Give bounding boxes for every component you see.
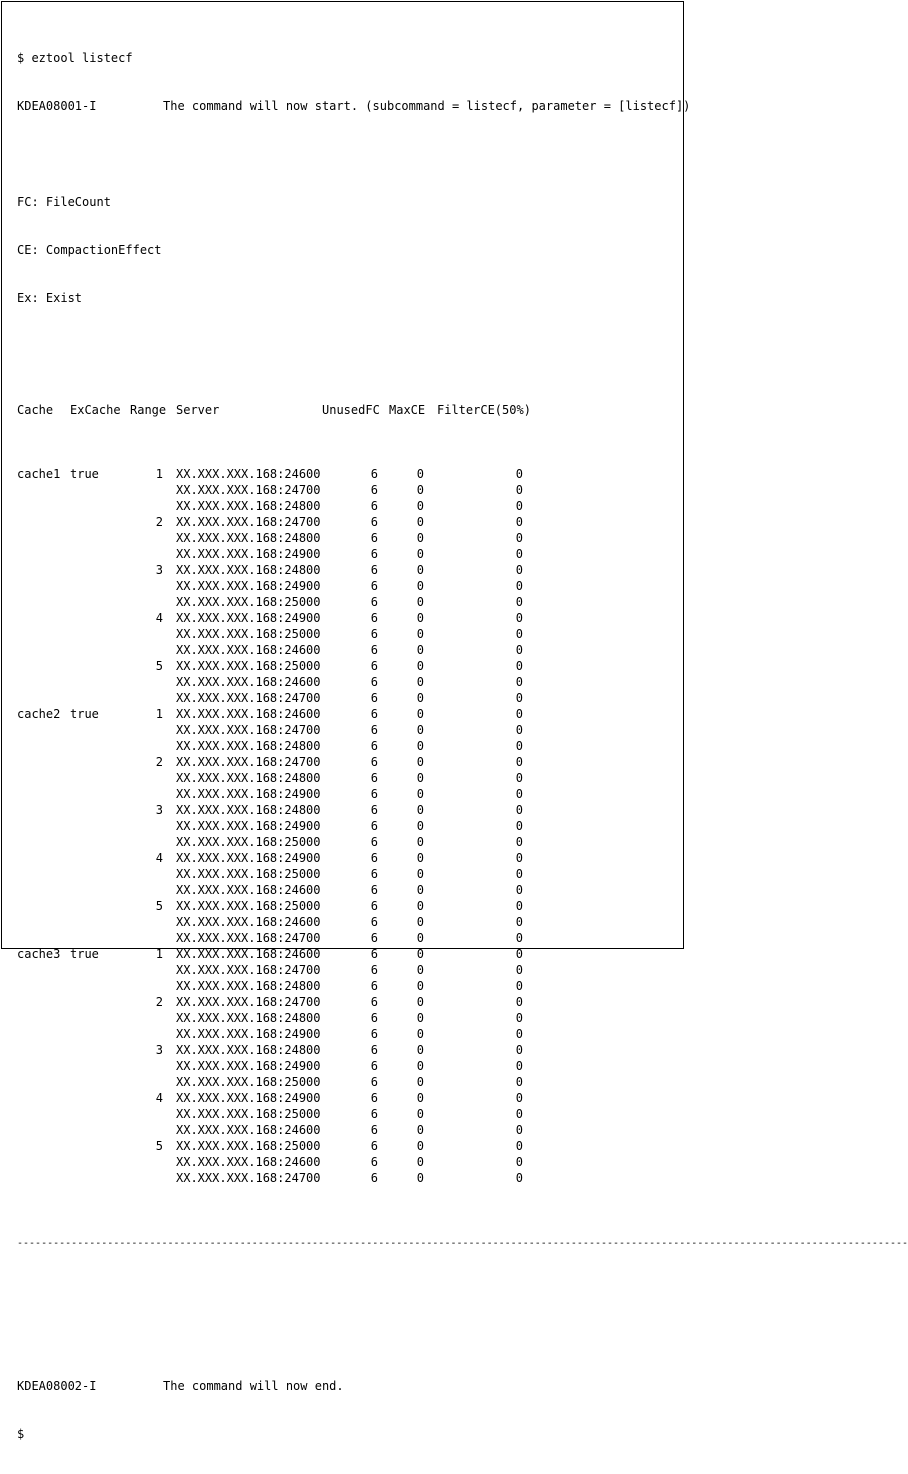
end-message-text: The command will now end. [163, 1379, 344, 1393]
table-row [17, 1154, 677, 1170]
table-row [17, 1042, 677, 1058]
cell-unusedfc: 6 [370, 691, 378, 705]
cell-unusedfc: 6 [370, 1027, 378, 1041]
cell-filterce: 0 [515, 739, 523, 753]
cell-server: XX.XXX.XXX.168:24600 [176, 1123, 321, 1137]
cell-maxce: 0 [416, 883, 424, 897]
cell-unusedfc: 6 [370, 1107, 378, 1121]
cell-filterce: 0 [515, 579, 523, 593]
cell-unusedfc: 6 [370, 867, 378, 881]
cell-maxce: 0 [416, 995, 424, 1009]
cell-server: XX.XXX.XXX.168:25000 [176, 835, 321, 849]
cell-maxce: 0 [416, 707, 424, 721]
cell-server: XX.XXX.XXX.168:25000 [176, 1075, 321, 1089]
cell-maxce: 0 [416, 1171, 424, 1185]
start-message-text: The command will now start. (subcommand = listecf, parameter = [listecf]) [163, 99, 691, 113]
cell-range: 5 [155, 1139, 163, 1153]
cell-server: XX.XXX.XXX.168:24800 [176, 1043, 321, 1057]
cell-server: XX.XXX.XXX.168:24900 [176, 547, 321, 561]
cell-unusedfc: 6 [370, 739, 378, 753]
start-message [17, 98, 691, 114]
table-row [17, 754, 677, 770]
cell-server: XX.XXX.XXX.168:24600 [176, 947, 321, 961]
cell-filterce: 0 [515, 819, 523, 833]
cell-maxce: 0 [416, 1059, 424, 1073]
cell-filterce: 0 [515, 963, 523, 977]
table-row [17, 786, 677, 802]
cell-filterce: 0 [515, 611, 523, 625]
table-row [17, 866, 677, 882]
cell-filterce: 0 [515, 531, 523, 545]
table-header [17, 402, 677, 418]
cell-server: XX.XXX.XXX.168:24800 [176, 563, 321, 577]
cell-unusedfc: 6 [370, 995, 378, 1009]
cell-unusedfc: 6 [370, 851, 378, 865]
cell-range: 1 [155, 467, 163, 481]
cell-filterce: 0 [515, 771, 523, 785]
cell-server: XX.XXX.XXX.168:25000 [176, 595, 321, 609]
cell-filterce: 0 [515, 755, 523, 769]
cell-unusedfc: 6 [370, 547, 378, 561]
cell-filterce: 0 [515, 1075, 523, 1089]
cell-filterce: 0 [515, 851, 523, 865]
cell-range: 2 [155, 755, 163, 769]
cell-filterce: 0 [515, 595, 523, 609]
cell-maxce: 0 [416, 851, 424, 865]
table-row [17, 898, 677, 914]
cell-unusedfc: 6 [370, 1091, 378, 1105]
cell-maxce: 0 [416, 675, 424, 689]
cell-filterce: 0 [515, 915, 523, 929]
cell-range: 3 [155, 803, 163, 817]
cell-server: XX.XXX.XXX.168:25000 [176, 659, 321, 673]
cell-unusedfc: 6 [370, 979, 378, 993]
cell-filterce: 0 [515, 1123, 523, 1137]
cell-server: XX.XXX.XXX.168:24800 [176, 1011, 321, 1025]
cell-filterce: 0 [515, 1091, 523, 1105]
header-server: Server [176, 403, 220, 417]
table-row [17, 882, 677, 898]
cell-server: XX.XXX.XXX.168:24900 [176, 611, 321, 625]
cell-maxce: 0 [416, 1011, 424, 1025]
table-row [17, 978, 677, 994]
cell-unusedfc: 6 [370, 755, 378, 769]
cell-filterce: 0 [515, 899, 523, 913]
cell-filterce: 0 [515, 547, 523, 561]
cell-maxce: 0 [416, 659, 424, 673]
cell-range: 1 [155, 707, 163, 721]
cell-server: XX.XXX.XXX.168:24800 [176, 771, 321, 785]
cell-unusedfc: 6 [370, 627, 378, 641]
cell-excache: true [70, 947, 99, 961]
cell-unusedfc: 6 [370, 931, 378, 945]
table-row [17, 562, 677, 578]
header-maxce: MaxCE [389, 403, 426, 417]
cell-filterce: 0 [515, 867, 523, 881]
table-row [17, 1010, 677, 1026]
cell-unusedfc: 6 [370, 707, 378, 721]
cell-filterce: 0 [515, 995, 523, 1009]
cell-filterce: 0 [515, 947, 523, 961]
cell-range: 4 [155, 851, 163, 865]
cell-filterce: 0 [515, 691, 523, 705]
cell-server: XX.XXX.XXX.168:24800 [176, 739, 321, 753]
cell-server: XX.XXX.XXX.168:24900 [176, 787, 321, 801]
legend-line: CE: CompactionEffect [17, 243, 162, 257]
cell-maxce: 0 [416, 1123, 424, 1137]
cell-filterce: 0 [515, 1155, 523, 1169]
cell-maxce: 0 [416, 867, 424, 881]
cell-server: XX.XXX.XXX.168:24900 [176, 1091, 321, 1105]
cell-server: XX.XXX.XXX.168:25000 [176, 867, 321, 881]
cell-filterce: 0 [515, 931, 523, 945]
cell-maxce: 0 [416, 723, 424, 737]
cell-unusedfc: 6 [370, 531, 378, 545]
cell-maxce: 0 [416, 467, 424, 481]
cell-unusedfc: 6 [370, 771, 378, 785]
table-row [17, 1026, 677, 1042]
cell-range: 5 [155, 659, 163, 673]
table-row [17, 706, 677, 722]
cell-maxce: 0 [416, 483, 424, 497]
cell-maxce: 0 [416, 739, 424, 753]
cell-maxce: 0 [416, 595, 424, 609]
cell-server: XX.XXX.XXX.168:24600 [176, 1155, 321, 1169]
cell-maxce: 0 [416, 1027, 424, 1041]
table-row [17, 946, 677, 962]
cell-server: XX.XXX.XXX.168:25000 [176, 1107, 321, 1121]
cell-maxce: 0 [416, 643, 424, 657]
table-row [17, 994, 677, 1010]
table-row [17, 658, 677, 674]
cell-maxce: 0 [416, 1075, 424, 1089]
cell-filterce: 0 [515, 1027, 523, 1041]
cell-filterce: 0 [515, 787, 523, 801]
cell-server: XX.XXX.XXX.168:24900 [176, 1059, 321, 1073]
cell-server: XX.XXX.XXX.168:24700 [176, 691, 321, 705]
cell-maxce: 0 [416, 531, 424, 545]
cell-maxce: 0 [416, 931, 424, 945]
cell-server: XX.XXX.XXX.168:25000 [176, 1139, 321, 1153]
table-row [17, 466, 677, 482]
cell-filterce: 0 [515, 1059, 523, 1073]
cell-unusedfc: 6 [370, 947, 378, 961]
table-row [17, 530, 677, 546]
terminal-window [1, 1, 908, 1441]
cell-maxce: 0 [416, 803, 424, 817]
cell-maxce: 0 [416, 771, 424, 785]
table-row [17, 738, 677, 754]
cell-maxce: 0 [416, 1091, 424, 1105]
table-row [17, 578, 677, 594]
cell-server: XX.XXX.XXX.168:24700 [176, 995, 321, 1009]
cell-server: XX.XXX.XXX.168:25000 [176, 899, 321, 913]
end-message-id: KDEA08002-I [17, 1379, 97, 1393]
cell-filterce: 0 [515, 883, 523, 897]
cell-server: XX.XXX.XXX.168:24800 [176, 531, 321, 545]
cell-filterce: 0 [515, 707, 523, 721]
cell-unusedfc: 6 [370, 1123, 378, 1137]
table-row [17, 546, 677, 562]
cell-server: XX.XXX.XXX.168:24900 [176, 1027, 321, 1041]
cell-filterce: 0 [515, 1107, 523, 1121]
cell-filterce: 0 [515, 979, 523, 993]
cell-maxce: 0 [416, 835, 424, 849]
cell-unusedfc: 6 [370, 963, 378, 977]
cell-maxce: 0 [416, 499, 424, 513]
cell-filterce: 0 [515, 515, 523, 529]
cell-server: XX.XXX.XXX.168:24700 [176, 963, 321, 977]
cell-server: XX.XXX.XXX.168:24800 [176, 499, 321, 513]
cell-range: 2 [155, 995, 163, 1009]
cell-excache: true [70, 707, 99, 721]
table-row [17, 818, 677, 834]
cell-unusedfc: 6 [370, 611, 378, 625]
table-row [17, 722, 677, 738]
cell-maxce: 0 [416, 755, 424, 769]
cell-unusedfc: 6 [370, 899, 378, 913]
cell-unusedfc: 6 [370, 819, 378, 833]
cell-server: XX.XXX.XXX.168:24700 [176, 931, 321, 945]
cell-maxce: 0 [416, 899, 424, 913]
shell-prompt: $ [17, 1427, 25, 1441]
table-row [17, 674, 677, 690]
blank-line [17, 338, 677, 354]
end-message [17, 1378, 677, 1394]
table-row [17, 930, 677, 946]
legend-line: FC: FileCount [17, 195, 111, 209]
header-unusedfc: UnusedFC [322, 403, 380, 417]
cell-server: XX.XXX.XXX.168:24600 [176, 467, 321, 481]
table-row [17, 610, 677, 626]
cell-unusedfc: 6 [370, 1155, 378, 1169]
cell-filterce: 0 [515, 803, 523, 817]
cell-maxce: 0 [416, 1155, 424, 1169]
cell-unusedfc: 6 [370, 883, 378, 897]
table-row [17, 1170, 677, 1186]
cell-server: XX.XXX.XXX.168:24800 [176, 979, 321, 993]
cell-unusedfc: 6 [370, 1139, 378, 1153]
cell-filterce: 0 [515, 627, 523, 641]
cell-server: XX.XXX.XXX.168:24700 [176, 1171, 321, 1185]
cell-server: XX.XXX.XXX.168:24900 [176, 819, 321, 833]
cell-range: 3 [155, 563, 163, 577]
cell-unusedfc: 6 [370, 787, 378, 801]
table-row [17, 834, 677, 850]
table-row [17, 962, 677, 978]
cell-range: 2 [155, 515, 163, 529]
header-excache: ExCache [70, 403, 121, 417]
legend-line: Ex: Exist [17, 291, 83, 305]
cell-filterce: 0 [515, 1139, 523, 1153]
cell-maxce: 0 [416, 691, 424, 705]
cell-unusedfc: 6 [370, 595, 378, 609]
cell-server: XX.XXX.XXX.168:25000 [176, 627, 321, 641]
cell-unusedfc: 6 [370, 1043, 378, 1057]
cell-server: XX.XXX.XXX.168:24800 [176, 803, 321, 817]
table-row [17, 770, 677, 786]
cell-excache: true [70, 467, 99, 481]
cell-server: XX.XXX.XXX.168:24600 [176, 675, 321, 689]
cell-maxce: 0 [416, 963, 424, 977]
cell-filterce: 0 [515, 835, 523, 849]
cell-unusedfc: 6 [370, 563, 378, 577]
table-row [17, 802, 677, 818]
cell-maxce: 0 [416, 1139, 424, 1153]
cell-unusedfc: 6 [370, 835, 378, 849]
cell-server: XX.XXX.XXX.168:24700 [176, 515, 321, 529]
table-body [17, 466, 677, 1186]
cell-maxce: 0 [416, 1043, 424, 1057]
cell-filterce: 0 [515, 643, 523, 657]
cell-unusedfc: 6 [370, 723, 378, 737]
cell-maxce: 0 [416, 979, 424, 993]
header-filterce: FilterCE(50%) [437, 403, 531, 417]
cell-maxce: 0 [416, 787, 424, 801]
cell-unusedfc: 6 [370, 483, 378, 497]
cell-server: XX.XXX.XXX.168:24600 [176, 883, 321, 897]
cell-server: XX.XXX.XXX.168:24600 [176, 915, 321, 929]
cell-unusedfc: 6 [370, 803, 378, 817]
header-cache: Cache [17, 403, 54, 417]
cell-unusedfc: 6 [370, 1171, 378, 1185]
cell-range: 4 [155, 611, 163, 625]
table-row [17, 498, 677, 514]
cell-filterce: 0 [515, 467, 523, 481]
cell-unusedfc: 6 [370, 515, 378, 529]
table-row [17, 1106, 677, 1122]
table-row [17, 1138, 677, 1154]
cell-maxce: 0 [416, 515, 424, 529]
cell-range: 4 [155, 1091, 163, 1105]
cell-range: 3 [155, 1043, 163, 1057]
table-row [17, 514, 677, 530]
cell-cache: cache1 [17, 467, 61, 481]
cell-unusedfc: 6 [370, 499, 378, 513]
command-line: $ eztool listecf [17, 51, 133, 65]
header-range: Range [130, 403, 167, 417]
cell-cache: cache3 [17, 947, 61, 961]
table-row [17, 914, 677, 930]
cell-unusedfc: 6 [370, 915, 378, 929]
cell-maxce: 0 [416, 1107, 424, 1121]
cell-filterce: 0 [515, 723, 523, 737]
cell-filterce: 0 [515, 1011, 523, 1025]
cell-maxce: 0 [416, 915, 424, 929]
cell-unusedfc: 6 [370, 1075, 378, 1089]
cell-unusedfc: 6 [370, 579, 378, 593]
terminal-output [17, 18, 908, 1474]
table-row [17, 626, 677, 642]
cell-filterce: 0 [515, 659, 523, 673]
cell-server: XX.XXX.XXX.168:24700 [176, 483, 321, 497]
cell-server: XX.XXX.XXX.168:24600 [176, 643, 321, 657]
table-row [17, 1074, 677, 1090]
cell-server: XX.XXX.XXX.168:24700 [176, 723, 321, 737]
cell-maxce: 0 [416, 819, 424, 833]
cell-maxce: 0 [416, 611, 424, 625]
cell-filterce: 0 [515, 1043, 523, 1057]
table-row [17, 1058, 677, 1074]
cell-maxce: 0 [416, 563, 424, 577]
cell-unusedfc: 6 [370, 467, 378, 481]
separator: ---------------------------------------------------------------------------------------------------------------------------------------------------- [17, 1238, 908, 1249]
cell-unusedfc: 6 [370, 675, 378, 689]
cell-maxce: 0 [416, 579, 424, 593]
table-row [17, 594, 677, 610]
cell-maxce: 0 [416, 947, 424, 961]
cell-unusedfc: 6 [370, 1059, 378, 1073]
blank-line [17, 1330, 677, 1346]
cell-unusedfc: 6 [370, 643, 378, 657]
table-row [17, 642, 677, 658]
cell-server: XX.XXX.XXX.168:24600 [176, 707, 321, 721]
cell-unusedfc: 6 [370, 1011, 378, 1025]
cell-range: 1 [155, 947, 163, 961]
table-row [17, 1122, 677, 1138]
cell-filterce: 0 [515, 675, 523, 689]
blank-line [17, 1282, 677, 1298]
table-row [17, 850, 677, 866]
cell-maxce: 0 [416, 547, 424, 561]
table-row [17, 482, 677, 498]
cell-filterce: 0 [515, 483, 523, 497]
table-row [17, 1090, 677, 1106]
cell-maxce: 0 [416, 627, 424, 641]
cell-server: XX.XXX.XXX.168:24900 [176, 851, 321, 865]
cell-server: XX.XXX.XXX.168:24900 [176, 579, 321, 593]
cell-cache: cache2 [17, 707, 61, 721]
cell-range: 5 [155, 899, 163, 913]
cell-filterce: 0 [515, 1171, 523, 1185]
cell-filterce: 0 [515, 499, 523, 513]
blank-line [17, 146, 677, 162]
cell-server: XX.XXX.XXX.168:24700 [176, 755, 321, 769]
start-message-id: KDEA08001-I [17, 99, 97, 113]
table-row [17, 690, 677, 706]
separator-line [17, 1234, 908, 1250]
cell-unusedfc: 6 [370, 659, 378, 673]
cell-filterce: 0 [515, 563, 523, 577]
